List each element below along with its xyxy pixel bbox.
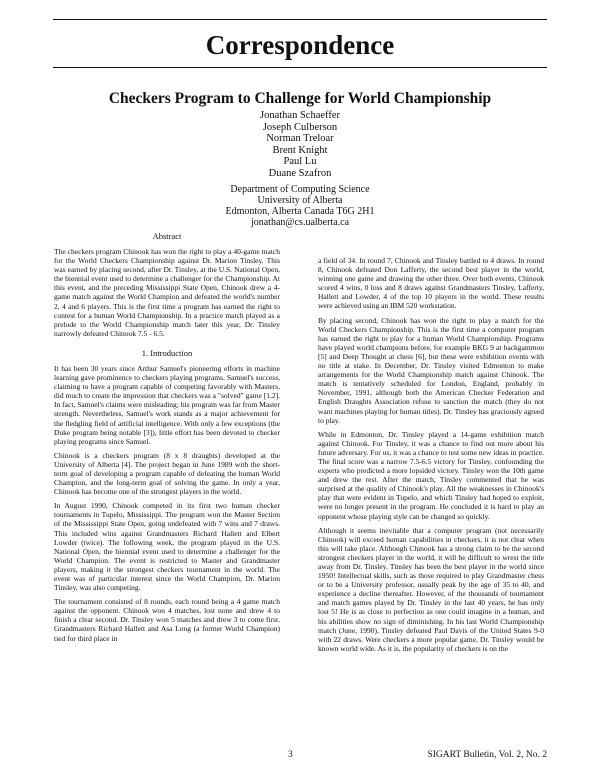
author-name: Paul Lu [283,156,317,168]
email-address: jonathan@cs.ualberta.ca [250,217,350,228]
left-column [54,231,280,648]
author-list [53,110,547,180]
introduction-heading: 1. Introduction [141,347,193,358]
author-name: Brent Knight [272,144,328,156]
abstract-text: The checkers program Chinook has won the right to play a 40-game match for the World Checkers Championship against Dr. Marion Tinsley. This was earned by placing second, after Dr. Tinsley, at the U.S. National Open, the biennial event used to determine a challenger for the Championship. At this event, and the preceding Mississippi State Open, Chinook drew a 4-game match against the World Champion and defeated the world's number 2, 4 and 6 players. This is the first time a program has earned the right to contest for a human World Championship. In a practice match played as a prelude to the World Championship match later this year, Dr. Tinsley narrowly defeated Chinook 7.5 - 6.5. [54,247,280,338]
section-title: Correspondence [205,30,395,60]
header-rule-top [53,19,547,20]
right-column [318,256,544,658]
author-name: Duane Szafron [268,167,332,179]
page-number: 3 [288,750,293,760]
address: Edmonton, Alberta Canada T6G 2H1 [225,206,375,217]
body-paragraph: While in Edmonton, Dr. Tinsley played a 14-game exhibition match against Chinook. For Tinsley, it was a chance to find out more about his future adversary. For us, it was a chance to test some new ideas in practice. The final score was a narrow 7.5-6.5 victory for Tinsley, confounding the experts who predicted a more lopsided victory. Tinsley won the 10th game and drew the rest. After the match, Tinsley commented that he was surprised at the quality of Chinook's play. All the weaknesses in Chinook's play that were evident in Tupelo, and which Tinsley had hoped to exploit, were no longer present in the program. He concluded it is hard to play an opponent whose playing style can be changed so quickly. [318,429,544,521]
body-paragraph: Chinook is a checkers program (8 x 8 draughts) developed at the University of Alberta [4]. The project began in June 1989 with the short-term goal of developing a program capable of defeating the human World Champion, and the long-term goal of solving the game. In only a year, Chinook has become one of the strongest players in the world. [54,450,280,497]
abstract-heading: Abstract [152,231,182,241]
body-paragraph: a field of 34. In round 7, Chinook and Tinsley battled to 4 draws. In round 8, Chinook defeated Don Lafferty, the second best player in the world, winning one game and drawing the other three. Over both events, Chinook scored 4 wins, 0 loss and 8 draws against Grandmasters Tinsley, Lafferty, Hallett and Lowder, 4 of the top 10 players in the world. These results were achieved using an IBM 520 workstation. [318,256,544,311]
department: Department of Computing Science [230,184,370,195]
body-paragraph: By placing second, Chinook has won the right to play a match for the World Checkers Championship. This is the first time a computer program has earned the right to play for a human World Championship. Programs have played world champions before, for example BKG 9 at backgammon [5] and Deep Thought at chess [6], but these were exhibition events with no title at stake. In December, Dr. Tinsley visited Edmonton to make arrangements for the World Championship match against Chinook. The match is tentatively scheduled for London, England, probably in November, 1991, although both the American Checker Federation and English Draughts Association refuse to sanction the match (they do not want machines playing for human titles). Dr. Tinsley has graciously agreed to play. [318,315,544,425]
header-rule-bottom [53,67,547,68]
author-name: Jonathan Schaeffer [260,110,340,121]
paper-title: Checkers Program to Challenge for World Championship [108,90,492,107]
affiliation-block [53,184,547,228]
journal-citation: SIGART Bulletin, Vol. 2, No. 2 [427,750,547,760]
author-name: Joseph Culberson [262,121,338,133]
body-paragraph: In August 1990, Chinook competed in its first two human checker tournaments in Tupelo, Mississippi. The program won the Master Section of the Mississippi State Open, going undefeated with 7 wins and 7 draws. This included wins against Grandmasters Richard Hallett and Elbert Lowder (twice). The following week, the program played in the U.S. National Open, the biennial event used to determine a challenger for the World Champion. The event is restricted to Master and Grandmaster players, making it the strongest checkers tournament in the world. The event was of particular interest since the World Champion, Dr. Marion Tinsley, was also competing. [54,501,280,593]
author-name: Norman Treloar [266,133,334,145]
body-paragraph: Although it seems inevitable that a computer program (not necessarily Chinook) will exceed human capabilities in checkers, it is not clear when this will take place. Although Chinook has a strong claim to be the second strongest checkers player in the world, it will be difficult to wrest the title away from Dr. Tinsley. Tinsley has been the best player in the world since 1950! Intellectual skills, such as those required to play Grandmaster chess or to be a University professor, usually peak by the age of 35 to 40, and experience a decline thereafter. However, of the thousands of tournament and match games played by Dr. Tinsley in the last 40 years, he has only lost 5! He is as close to perfection as one could imagine in a human, and his abilities show no sign of diminishing. In his last World Championship match (June, 1990), Tinsley defeated Paul Davis of the United States 9-0 with 22 draws. Were checkers a more popular game, Dr. Tinsley would be known world wide. As it is, the popularity of checkers is on the [318,525,544,653]
university: University of Alberta [257,195,343,206]
body-paragraph: The tournament consisted of 8 rounds, each round being a 4 game match against the opponent. Chinook won 4 matches, lost none and drew 4 to finish a clear second. Dr. Tinsley won 5 matches and drew 3 to come first. Grandmasters Richard Hallett and Asa Long (a former World Champion) tied for third place in [54,597,280,643]
body-paragraph: It has been 30 years since Arthur Samuel's pioneering efforts in machine learning gave prominence to checkers playing programs. Samuel's success, claiming to have a program capable of competing favorably with Masters, did much to create the impression that checkers was a "solved" game [1,2]. In fact, Samuel's claims were misleading; his program was far from Master strength. Nevertheless, Samuel's work stands as a major achievement for the fledgling field of artificial intelligence. With only a few exceptions (the Duke program being notable [3]), little effort has been devoted to checker playing programs since Samuel. [54,363,280,446]
